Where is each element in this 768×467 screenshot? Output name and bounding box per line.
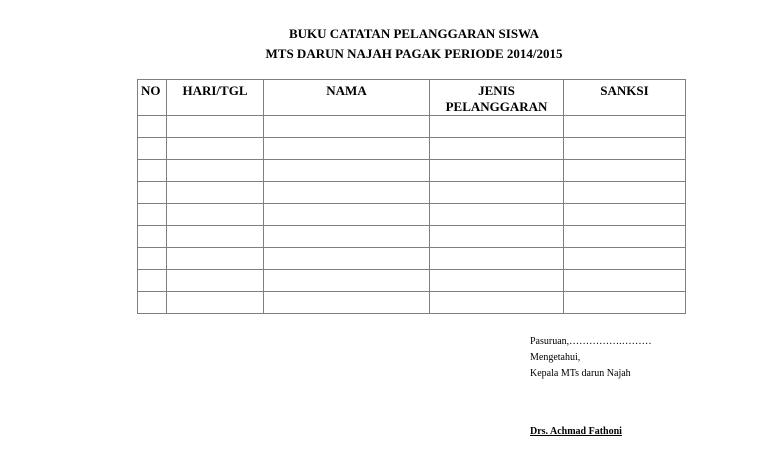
- cell-date: [167, 160, 264, 182]
- signature-block: [530, 334, 730, 440]
- cell-date: [167, 138, 264, 160]
- cell-violation: [430, 138, 564, 160]
- title-line-1: BUKU CATATAN PELANGGARAN SISWA: [288, 26, 540, 41]
- cell-name: [264, 226, 430, 248]
- cell-date: [167, 270, 264, 292]
- header-date: HARI/TGL: [167, 80, 264, 116]
- document-title: [0, 24, 768, 64]
- table-row: [138, 182, 686, 204]
- cell-violation: [430, 270, 564, 292]
- table-body: [138, 116, 686, 314]
- header-violation-line-2: PELANGGARAN: [445, 99, 548, 114]
- cell-sanction: [564, 116, 686, 138]
- cell-sanction: [564, 226, 686, 248]
- signature-space: [530, 382, 730, 424]
- table-row: [138, 270, 686, 292]
- cell-date: [167, 248, 264, 270]
- cell-name: [264, 204, 430, 226]
- cell-name: [264, 292, 430, 314]
- cell-violation: [430, 204, 564, 226]
- table-header-row: [138, 80, 686, 116]
- header-name: NAMA: [264, 80, 430, 116]
- cell-no: [138, 248, 167, 270]
- cell-name: [264, 160, 430, 182]
- acknowledged-label: Mengetahui,: [530, 352, 581, 363]
- cell-sanction: [564, 160, 686, 182]
- cell-no: [138, 226, 167, 248]
- header-violation: [430, 80, 564, 116]
- table-row: [138, 204, 686, 226]
- cell-name: [264, 248, 430, 270]
- cell-name: [264, 182, 430, 204]
- cell-no: [138, 270, 167, 292]
- table-row: [138, 248, 686, 270]
- cell-no: [138, 292, 167, 314]
- title-line-2: MTS DARUN NAJAH PAGAK PERIODE 2014/2015: [265, 46, 563, 61]
- cell-violation: [430, 292, 564, 314]
- cell-name: [264, 270, 430, 292]
- header-violation-line-1: JENIS: [478, 83, 515, 98]
- cell-date: [167, 226, 264, 248]
- table-row: [138, 138, 686, 160]
- cell-violation: [430, 160, 564, 182]
- cell-no: [138, 182, 167, 204]
- signer-position: Kepala MTs darun Najah: [530, 368, 631, 379]
- cell-violation: [430, 248, 564, 270]
- cell-no: [138, 116, 167, 138]
- cell-violation: [430, 182, 564, 204]
- table-row: [138, 226, 686, 248]
- cell-sanction: [564, 292, 686, 314]
- table-row: [138, 292, 686, 314]
- cell-violation: [430, 226, 564, 248]
- violation-table: [137, 79, 686, 314]
- header-no: NO: [138, 80, 167, 116]
- cell-no: [138, 204, 167, 226]
- cell-no: [138, 138, 167, 160]
- cell-name: [264, 116, 430, 138]
- cell-date: [167, 292, 264, 314]
- cell-sanction: [564, 270, 686, 292]
- cell-name: [264, 138, 430, 160]
- cell-date: [167, 204, 264, 226]
- table-row: [138, 116, 686, 138]
- cell-no: [138, 160, 167, 182]
- cell-sanction: [564, 248, 686, 270]
- cell-date: [167, 182, 264, 204]
- cell-sanction: [564, 182, 686, 204]
- header-sanction: SANKSI: [564, 80, 686, 116]
- cell-violation: [430, 116, 564, 138]
- cell-sanction: [564, 138, 686, 160]
- place-date: Pasuruan,…………….………: [530, 336, 652, 347]
- cell-sanction: [564, 204, 686, 226]
- signer-name: Drs. Achmad Fathoni: [530, 426, 622, 437]
- table-row: [138, 160, 686, 182]
- cell-date: [167, 116, 264, 138]
